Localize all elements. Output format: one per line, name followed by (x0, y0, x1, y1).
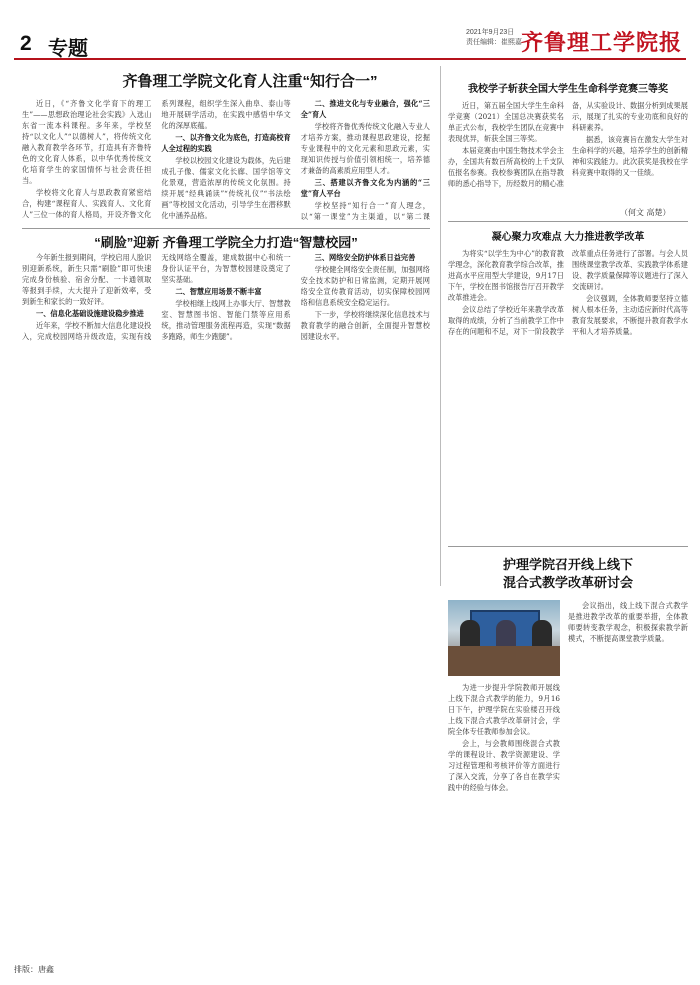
section-title: 专题 (48, 38, 88, 60)
article-nursing-title-line2: 混合式教学改革研讨会 (502, 575, 633, 590)
paragraph: 为将实“以学生为中心”的教育教学理念，深化教育教学综合改革，推进高水平应用型大学建设，9月17日下午，学校在图书馆报告厅召开教学改革推进会。 (448, 249, 564, 302)
subheading: 三、搭建以齐鲁文化为内涵的“三堂”育人平台 (300, 178, 430, 198)
paragraph: 近日，第五届全国大学生生命科学竞赛（2021）全国总决赛获奖名单正式公布，我校学生团队在竞赛中表现优异，斩获全国三等奖。 (448, 101, 564, 143)
paragraph: 会议总结了学校近年来教学改革取得的成绩，分析了当前教学工作中存在的问题和不足，对下一阶段教学改革重点任务进行了部署。与会人员围绕课堂教学改革、实践教学体系建设、教学质量保障等议题进行了深入交流研讨。 (448, 249, 688, 336)
article-nursing-body-right (568, 600, 688, 952)
page-header (14, 24, 686, 60)
article-nursing-title (448, 556, 688, 592)
column-divider (440, 66, 441, 586)
paragraph: 本届竞赛由中国生物技术学会主办，全国共有数百所高校的上千支队伍报名参赛。我校参赛团队在指导教师的悉心指导下，历经数月的精心准备，从实验设计、数据分析到成果展示，展现了扎实的专业功底和良好的科研素养。 (448, 101, 688, 188)
subheading: 一、以齐鲁文化为底色，打造高校育人全过程的实践 (161, 133, 291, 153)
masthead: 齐鲁理工学院报 (520, 30, 682, 56)
subheading: 二、推进文化与专业融合，强化“三全”育人 (300, 99, 430, 119)
paragraph: 下一步，学校将继续深化信息技术与教育教学的融合创新，全面提升智慧校园建设水平。 (300, 310, 430, 341)
paragraph: 会议强调，全体教师要坚持立德树人根本任务，主动适应新时代高等教育发展要求，不断提升教育教学水平和人才培养质量。 (572, 294, 688, 336)
editor-credit: 责任编辑：崔熙嘉 (466, 39, 522, 46)
layout-credit: 排版：唐鑫 (14, 965, 54, 974)
issue-meta (466, 28, 522, 48)
page-number: 2 (20, 32, 32, 55)
article-competition-body (448, 100, 688, 205)
article-culture-title: 齐鲁理工学院文化育人注重“知行合一” (122, 73, 378, 90)
paragraph: 学校以校园文化建设为载体，先后建成孔子像、儒家文化长廊、国学馆等文化景观，营造浓厚的传统文化氛围。持续开展“经典诵读”“传统礼仪”“书法绘画”等校园文化活动，引导学生在潜移默化中涵养品格。 (161, 156, 291, 220)
meeting-photo (448, 600, 560, 676)
section-divider (448, 546, 688, 547)
article-culture-body (22, 98, 430, 223)
article-reform-title: 凝心聚力攻难点 大力推进教学改革 (491, 232, 645, 243)
paragraph: 近年来，学校不断加大信息化建设投入，完成校园网络升级改造，实现有线无线网络全覆盖，建成数据中心和统一身份认证平台，为智慧校园建设奠定了坚实基础。 (22, 253, 291, 341)
paragraph: 学校坚持“知行合一”育人理念，以“第一课堂”为主渠道，以“第二课 (300, 201, 430, 221)
paragraph: 学校相继上线网上办事大厅、智慧教室、智慧图书馆、智能门禁等应用系统，推动管理服务流程再造，实现“数据多跑路，师生少跑腿”。 (161, 299, 291, 341)
article-nursing-body-left (448, 682, 560, 952)
subheading: 三、网络安全防护体系日益完善 (314, 253, 416, 262)
article-competition-title: 我校学子斩获全国大学生生命科学竞赛三等奖 (468, 84, 668, 95)
issue-date: 2021年9月23日 (466, 29, 515, 36)
section-divider (448, 221, 688, 222)
subheading: 一、信息化基础设施建设稳步推进 (36, 309, 144, 318)
section-divider (22, 228, 430, 229)
article-smart-campus-title: “刷脸”迎新 齐鲁理工学院全力打造“智慧校园” (94, 235, 358, 250)
paragraph: 学校将文化育人与思政教育紧密结合，构建“课程育人、实践育人、文化育人”三位一体的育人格局，开设齐鲁文化系列课程，组织学生深入曲阜、泰山等地开展研学活动，在实践中感悟中华文化的深厚底蕴。 (22, 99, 291, 219)
paragraph: 据悉，该竞赛旨在激发大学生对生命科学的兴趣，培养学生的创新精神和实践能力。此次获奖是我校在学科竞赛中取得的又一佳绩。 (572, 135, 688, 177)
conference-table (448, 646, 560, 676)
article-nursing-title-line1: 护理学院召开线上线下 (502, 557, 633, 572)
paragraph: 为进一步提升学院教师开展线上线下混合式教学的能力，9月16日下午，护理学院在实验楼召开线上线下混合式教学改革研讨会，学院全体专任教师参加会议。 (448, 683, 560, 736)
article-reform-body (448, 248, 688, 538)
paragraph: 学校健全网络安全责任制，加强网络安全技术防护和日常监测，定期开展网络安全宣传教育活动，切实保障校园网络和信息系统安全稳定运行。 (300, 265, 430, 307)
paragraph: 会议指出，线上线下混合式教学是推进教学改革的重要举措，全体教师要转变教学观念，积极探索教学新模式，不断提高课堂教学质量。 (568, 601, 688, 643)
article-smart-campus-body (22, 252, 430, 952)
article-competition-author: （何文 高楚） (620, 208, 671, 217)
paragraph: 学校将齐鲁优秀传统文化融入专业人才培养方案，推动课程思政建设，挖掘专业课程中的文化元素和思政元素，实现知识传授与价值引领相统一，培养德才兼备的高素质应用型人才。 (300, 122, 430, 175)
paragraph: 近日，《“齐鲁文化学育下的理工生”——思想政治理论社会实践》入选山东省一流本科课程。多年来，学校坚持“以文化人”“以德树人”，将传统文化融入教育教学各环节，打造具有齐鲁特色的文化育人体系，以中华优秀传统文化培育学生的家国情怀与社会责任担当。 (22, 99, 152, 185)
paragraph: 今年新生报到期间，学校启用人脸识别迎新系统，新生只需“刷脸”即可快速完成身份核验、宿舍分配、一卡通领取等报到手续，大大提升了迎新效率，受到新生和家长的一致好评。 (22, 253, 152, 306)
paragraph: 会上，与会教师围绕混合式教学的课程设计、教学资源建设、学习过程管理和考核评价等方面进行了深入交流，分享了各自在教学实践中的经验与体会。 (448, 739, 560, 792)
subheading: 二、智慧应用场景不断丰富 (175, 287, 262, 296)
